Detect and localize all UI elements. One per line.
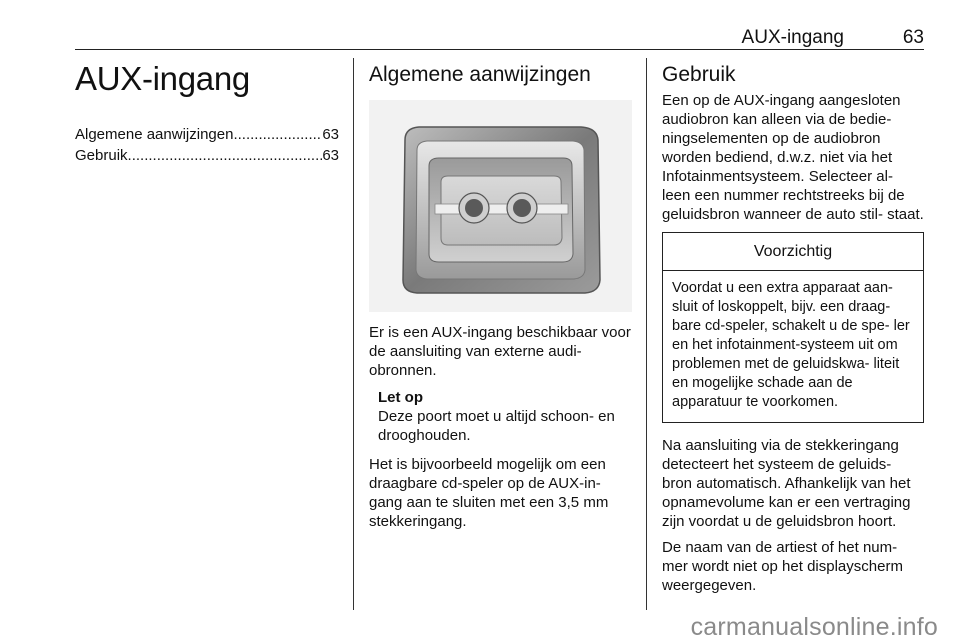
detection-paragraph: Na aansluiting via de stekkeringang detecteert het systeem de geluids- bron automatisch. Afhankelijk van het opnamevolume kan er een vertraging zijn voordat u de geluidsbron hoort.: [662, 437, 911, 530]
note-text: Deze poort moet u altijd schoon- en drooghouden.: [378, 408, 615, 444]
display-paragraph: De naam van de artiest of het num- mer wordt niet op het displayscherm weergegeven.: [662, 539, 903, 594]
toc-entry[interactable]: [75, 145, 339, 166]
section-title-general: Algemene aanwijzingen: [369, 63, 591, 86]
toc-entry-page: 63: [322, 147, 339, 164]
usage-paragraph: Een op de AUX-ingang aangesloten audiobron kan alleen via de bedie- ningselementen op de audiobron worden bediend, d.w.z. niet via het Infotainmentsysteem. Selecteer al- leen een nummer rechtstreeks bij de geluidsbron wanneer de auto stil- staat.: [662, 92, 924, 223]
caution-box: [662, 232, 924, 423]
watermark: carmanualsonline.info: [690, 613, 938, 641]
toc-entry-label: Gebruik: [75, 147, 128, 164]
header-title: AUX-ingang: [741, 27, 844, 48]
note-title: Let op: [378, 389, 423, 406]
toc-leader: [128, 145, 323, 166]
table-of-contents: [75, 124, 339, 166]
column-usage: [662, 58, 924, 595]
section-title-usage: Gebruik: [662, 63, 736, 86]
caution-text: Voordat u een extra apparaat aan- sluit of loskoppelt, bijv. een draag- bare cd-speler, schakelt u de spe- ler en het infotainment-systeem uit om problemen met de geluidskwa- liteit en mogelijke schade aan de apparatuur te voorkomen.: [672, 280, 910, 410]
caution-title: Voorzichtig: [663, 233, 923, 271]
header-page-number: 63: [902, 27, 924, 48]
aux-port-icon: [369, 100, 632, 312]
column-chapter: [75, 58, 339, 166]
column-divider: [353, 58, 354, 610]
column-divider: [646, 58, 647, 610]
example-paragraph: Het is bijvoorbeeld mogelijk om een draagbare cd-speler op de AUX-in- gang aan te sluiten met een 3,5 mm stekkeringang.: [369, 456, 609, 530]
toc-entry[interactable]: [75, 124, 339, 145]
running-header: [75, 27, 924, 50]
toc-entry-label: Algemene aanwijzingen: [75, 126, 234, 143]
toc-leader: [233, 124, 322, 145]
toc-entry-page: 63: [322, 126, 339, 143]
aux-port-illustration: [369, 100, 632, 312]
intro-paragraph: Er is een AUX-ingang beschikbaar voor de aansluiting van externe audi- obronnen.: [369, 324, 631, 379]
note-block: [378, 388, 632, 445]
column-general: [369, 58, 632, 531]
chapter-title: AUX-ingang: [75, 60, 250, 97]
